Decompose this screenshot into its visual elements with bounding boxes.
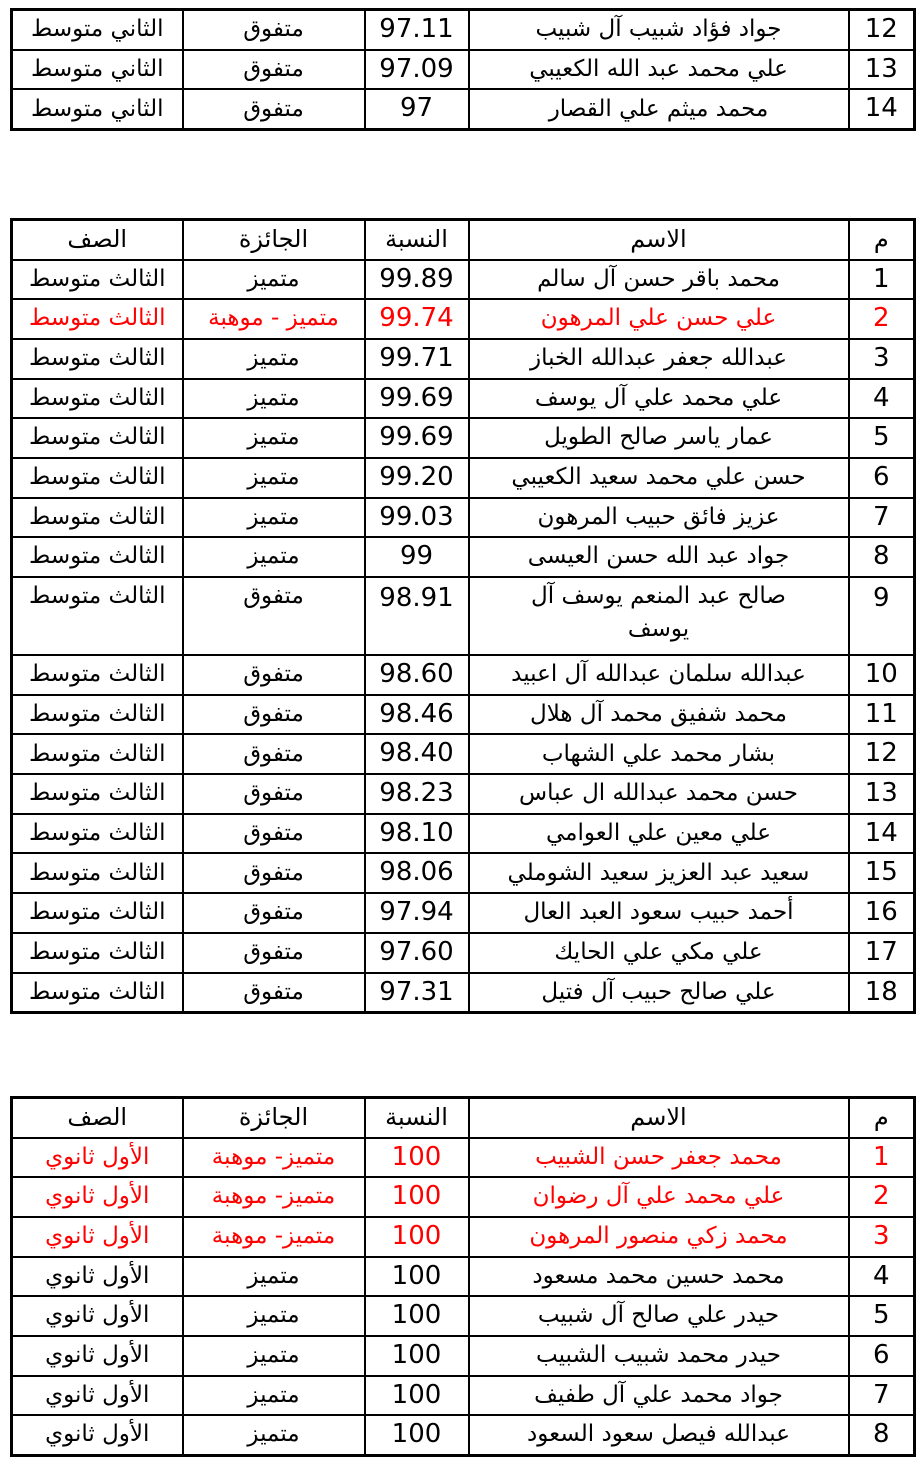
percentage-cell: 99.69: [365, 418, 469, 458]
results-table-second-intermediate-continuation: [10, 8, 916, 131]
grade-cell: الأول ثانوي: [12, 1217, 183, 1257]
percentage-cell: 99.03: [365, 498, 469, 538]
award-cell: متميز: [183, 379, 365, 419]
student-row: [12, 695, 915, 735]
header-percentage: النسبة: [365, 1098, 469, 1138]
student-row: [12, 1296, 915, 1336]
percentage-cell: 97.11: [365, 10, 469, 50]
student-name-text: علي محمد علي آل يوسف: [534, 384, 783, 411]
award-cell: متفوق: [183, 973, 365, 1013]
percentage-cell: 100: [365, 1376, 469, 1416]
percentage-cell: 98.23: [365, 774, 469, 814]
grade-cell: الثالث متوسط: [12, 774, 183, 814]
award-cell: متفوق: [183, 577, 365, 655]
student-name-cell: [469, 774, 849, 814]
award-cell: متميز: [183, 418, 365, 458]
student-name-cell: [469, 10, 849, 50]
student-row: [12, 1336, 915, 1376]
table-header-row: [12, 1098, 915, 1138]
rank-cell: 8: [849, 537, 915, 577]
student-name-cell: [469, 1177, 849, 1217]
grade-cell: الأول ثانوي: [12, 1138, 183, 1178]
award-cell: متميز: [183, 1415, 365, 1455]
student-name-cell: [469, 814, 849, 854]
award-cell: متميز: [183, 339, 365, 379]
rank-cell: 4: [849, 379, 915, 419]
student-name-cell: [469, 734, 849, 774]
student-row: [12, 260, 915, 300]
grade-cell: الثالث متوسط: [12, 814, 183, 854]
student-row: [12, 1217, 915, 1257]
rank-cell: 8: [849, 1415, 915, 1455]
header-award: الجائزة: [183, 220, 365, 260]
student-row: [12, 379, 915, 419]
percentage-cell: 97.09: [365, 50, 469, 90]
rank-cell: 12: [849, 734, 915, 774]
grade-cell: الثالث متوسط: [12, 734, 183, 774]
award-cell: متميز: [183, 537, 365, 577]
rank-cell: 3: [849, 339, 915, 379]
student-name-text: محمد زكي منصور المرهون: [529, 1223, 788, 1250]
grade-cell: الأول ثانوي: [12, 1376, 183, 1416]
grade-cell: الثاني متوسط: [12, 89, 183, 129]
student-row: [12, 458, 915, 498]
grade-cell: الثالث متوسط: [12, 973, 183, 1013]
student-name-cell: [469, 1296, 849, 1336]
award-cell: متفوق: [183, 893, 365, 933]
percentage-cell: 98.60: [365, 655, 469, 695]
rank-cell: 6: [849, 458, 915, 498]
award-cell: متفوق: [183, 655, 365, 695]
student-row: [12, 774, 915, 814]
rank-cell: 5: [849, 418, 915, 458]
rank-cell: 5: [849, 1296, 915, 1336]
percentage-cell: 100: [365, 1177, 469, 1217]
award-cell: متفوق: [183, 695, 365, 735]
student-name-text: علي صالح حبيب آل فتيل: [541, 978, 776, 1005]
rank-cell: 13: [849, 50, 915, 90]
award-cell: متميز: [183, 1336, 365, 1376]
student-name-text: جواد عبد الله حسن العيسى: [527, 543, 790, 570]
award-cell: متفوق: [183, 89, 365, 129]
student-row: [12, 1376, 915, 1416]
student-name-cell: [469, 973, 849, 1013]
award-cell: متميز- موهبة: [183, 1177, 365, 1217]
student-name-text: علي مكي علي الحايك: [554, 938, 763, 965]
student-row: [12, 973, 915, 1013]
student-row: [12, 893, 915, 933]
percentage-cell: 98.46: [365, 695, 469, 735]
rank-cell: 1: [849, 1138, 915, 1178]
student-row: [12, 10, 915, 50]
grade-cell: الثاني متوسط: [12, 50, 183, 90]
rank-cell: 10: [849, 655, 915, 695]
student-name-cell: [469, 893, 849, 933]
percentage-cell: 98.06: [365, 853, 469, 893]
grade-cell: الثالث متوسط: [12, 418, 183, 458]
rank-cell: 2: [849, 299, 915, 339]
award-cell: متفوق: [183, 774, 365, 814]
student-name-cell: [469, 1336, 849, 1376]
award-cell: متميز - موهبة: [183, 299, 365, 339]
student-name-text: سعيد عبد العزيز سعيد الشوملي: [507, 859, 810, 886]
student-name-cell: [469, 655, 849, 695]
percentage-cell: 100: [365, 1138, 469, 1178]
student-row: [12, 339, 915, 379]
rank-cell: 4: [849, 1257, 915, 1297]
percentage-cell: 100: [365, 1217, 469, 1257]
grade-cell: الثالث متوسط: [12, 339, 183, 379]
header-rank: م: [849, 1098, 915, 1138]
student-row: [12, 933, 915, 973]
student-name-cell: [469, 1415, 849, 1455]
rank-cell: 15: [849, 853, 915, 893]
grade-cell: الثالث متوسط: [12, 498, 183, 538]
student-row: [12, 537, 915, 577]
student-name-cell: [469, 577, 849, 655]
student-name-cell: [469, 458, 849, 498]
rank-cell: 6: [849, 1336, 915, 1376]
student-row: [12, 299, 915, 339]
student-name-cell: [469, 299, 849, 339]
award-cell: متميز- موهبة: [183, 1138, 365, 1178]
student-name-text: حيدر محمد شبيب الشبيب: [536, 1342, 781, 1369]
award-cell: متميز: [183, 260, 365, 300]
grade-cell: الثالث متوسط: [12, 260, 183, 300]
grade-cell: الثالث متوسط: [12, 933, 183, 973]
percentage-cell: 100: [365, 1296, 469, 1336]
student-row: [12, 734, 915, 774]
student-row: [12, 1177, 915, 1217]
award-cell: متميز: [183, 498, 365, 538]
student-name-cell: [469, 379, 849, 419]
rank-cell: 1: [849, 260, 915, 300]
grade-cell: الثالث متوسط: [12, 853, 183, 893]
percentage-cell: 98.91: [365, 577, 469, 655]
header-rank: م: [849, 220, 915, 260]
percentage-cell: 99: [365, 537, 469, 577]
rank-cell: 3: [849, 1217, 915, 1257]
student-name-text: صالح عبد المنعم يوسف آل يوسف: [531, 583, 786, 643]
student-name-text: محمد جعفر حسن الشبيب: [535, 1143, 782, 1170]
student-name-text: جواد محمد علي آل طفيف: [534, 1381, 783, 1408]
student-name-cell: [469, 1376, 849, 1416]
student-name-text: محمد حسين محمد مسعود: [532, 1262, 785, 1289]
grade-cell: الأول ثانوي: [12, 1177, 183, 1217]
rank-cell: 12: [849, 10, 915, 50]
table-header-row: [12, 220, 915, 260]
student-name-cell: [469, 1257, 849, 1297]
percentage-cell: 100: [365, 1257, 469, 1297]
percentage-cell: 97.60: [365, 933, 469, 973]
grade-cell: الثالث متوسط: [12, 893, 183, 933]
rank-cell: 7: [849, 1376, 915, 1416]
award-cell: متفوق: [183, 734, 365, 774]
student-name-text: عبدالله فيصل سعود السعود: [527, 1421, 790, 1448]
student-row: [12, 853, 915, 893]
percentage-cell: 99.89: [365, 260, 469, 300]
percentage-cell: 99.69: [365, 379, 469, 419]
student-name-cell: [469, 933, 849, 973]
header-award: الجائزة: [183, 1098, 365, 1138]
grade-cell: الثالث متوسط: [12, 299, 183, 339]
award-cell: متميز: [183, 1296, 365, 1336]
grade-cell: الثالث متوسط: [12, 458, 183, 498]
rank-cell: 18: [849, 973, 915, 1013]
student-name-cell: [469, 339, 849, 379]
percentage-cell: 99.74: [365, 299, 469, 339]
student-name-cell: [469, 498, 849, 538]
student-name-cell: [469, 695, 849, 735]
student-name-text: علي حسن علي المرهون: [540, 305, 777, 332]
student-name-text: بشار محمد علي الشهاب: [541, 740, 776, 767]
award-cell: متفوق: [183, 50, 365, 90]
student-name-text: حيدر علي صالح آل شبيب: [537, 1302, 780, 1329]
rank-cell: 2: [849, 1177, 915, 1217]
student-name-text: محمد باقر حسن آل سالم: [537, 265, 780, 292]
student-name-text: جواد فؤاد شبيب آل شبيب: [535, 16, 782, 43]
grade-cell: الثالث متوسط: [12, 537, 183, 577]
student-name-cell: [469, 89, 849, 129]
student-name-text: علي محمد عبد الله الكعيبي: [529, 55, 788, 82]
grade-cell: الأول ثانوي: [12, 1296, 183, 1336]
student-name-text: أحمد حبيب سعود العبد العال: [523, 899, 794, 926]
grade-cell: الأول ثانوي: [12, 1415, 183, 1455]
award-cell: متميز: [183, 1376, 365, 1416]
grade-cell: الثالث متوسط: [12, 577, 183, 655]
award-cell: متميز: [183, 458, 365, 498]
header-grade: الصف: [12, 220, 183, 260]
student-name-cell: [469, 1217, 849, 1257]
percentage-cell: 98.40: [365, 734, 469, 774]
rank-cell: 16: [849, 893, 915, 933]
percentage-cell: 97.31: [365, 973, 469, 1013]
award-cell: متفوق: [183, 10, 365, 50]
percentage-cell: 100: [365, 1336, 469, 1376]
award-cell: متفوق: [183, 853, 365, 893]
student-row: [12, 814, 915, 854]
rank-cell: 11: [849, 695, 915, 735]
student-name-text: حسن علي محمد سعيد الكعيبي: [511, 464, 806, 491]
student-row: [12, 50, 915, 90]
grade-cell: الثالث متوسط: [12, 379, 183, 419]
rank-cell: 17: [849, 933, 915, 973]
grade-cell: الثاني متوسط: [12, 10, 183, 50]
student-row: [12, 1138, 915, 1178]
award-cell: متميز- موهبة: [183, 1217, 365, 1257]
student-name-text: محمد ميثم علي القصار: [548, 95, 769, 122]
student-row: [12, 655, 915, 695]
grade-cell: الثالث متوسط: [12, 655, 183, 695]
student-name-text: علي محمد علي آل رضوان: [532, 1183, 785, 1210]
percentage-cell: 97.94: [365, 893, 469, 933]
student-name-cell: [469, 418, 849, 458]
results-table-first-secondary: [10, 1096, 916, 1457]
student-name-text: محمد شفيق محمد آل هلال: [529, 700, 787, 727]
header-name: الاسم: [469, 1098, 849, 1138]
grade-cell: الأول ثانوي: [12, 1336, 183, 1376]
student-row: [12, 418, 915, 458]
percentage-cell: 100: [365, 1415, 469, 1455]
percentage-cell: 99.71: [365, 339, 469, 379]
student-name-text: حسن محمد عبدالله ال عباس: [519, 780, 798, 807]
student-row: [12, 498, 915, 538]
student-name-cell: [469, 537, 849, 577]
student-row: [12, 1415, 915, 1455]
award-cell: متفوق: [183, 814, 365, 854]
student-name-cell: [469, 260, 849, 300]
percentage-cell: 98.10: [365, 814, 469, 854]
student-name-text: عبدالله جعفر عبدالله الخباز: [529, 345, 788, 372]
rank-cell: 14: [849, 814, 915, 854]
grade-cell: الثالث متوسط: [12, 695, 183, 735]
student-name-text: عزيز فائق حبيب المرهون: [537, 503, 780, 530]
rank-cell: 9: [849, 577, 915, 655]
header-grade: الصف: [12, 1098, 183, 1138]
percentage-cell: 99.20: [365, 458, 469, 498]
student-row: [12, 89, 915, 129]
student-name-cell: [469, 1138, 849, 1178]
rank-cell: 7: [849, 498, 915, 538]
grade-cell: الأول ثانوي: [12, 1257, 183, 1297]
student-row: [12, 1257, 915, 1297]
student-name-cell: [469, 50, 849, 90]
rank-cell: 13: [849, 774, 915, 814]
award-cell: متميز: [183, 1257, 365, 1297]
percentage-cell: 97: [365, 89, 469, 129]
rank-cell: 14: [849, 89, 915, 129]
header-percentage: النسبة: [365, 220, 469, 260]
student-name-text: عمار ياسر صالح الطويل: [544, 424, 773, 451]
student-name-cell: [469, 853, 849, 893]
student-name-text: عبدالله سلمان عبدالله آل اعبيد: [511, 661, 806, 688]
student-name-text: علي معين علي العوامي: [545, 819, 772, 846]
header-name: الاسم: [469, 220, 849, 260]
student-row: [12, 577, 915, 655]
results-table-third-intermediate: [10, 218, 916, 1014]
award-cell: متفوق: [183, 933, 365, 973]
